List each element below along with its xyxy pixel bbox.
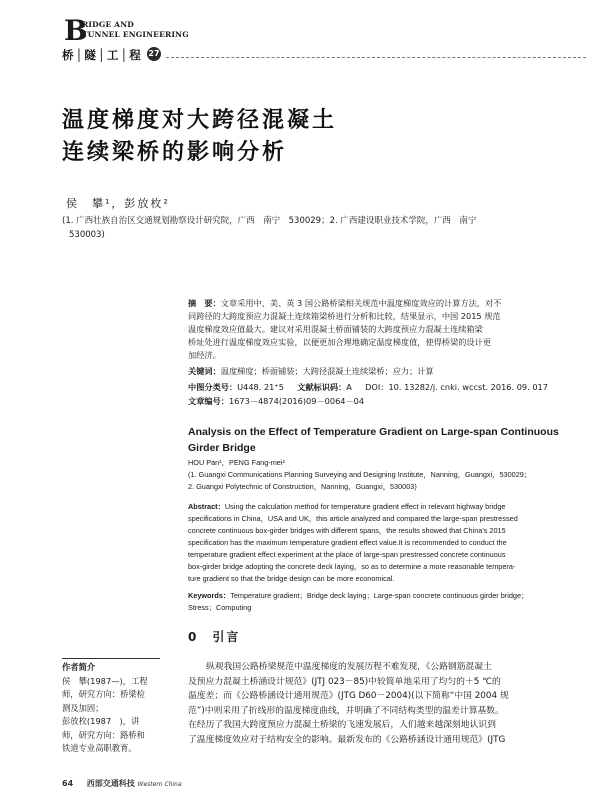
keywords-en bbox=[188, 590, 544, 614]
doi-value: 10. 13282/j. cnki. wccst. 2016. 09. 017 bbox=[388, 382, 548, 392]
keywords-en-line: Stress；Computing bbox=[188, 603, 252, 612]
affiliation-cn-2: 530003) bbox=[69, 230, 105, 240]
affiliation-cn-1: (1. 广西壮族自治区交通规划勘察设计研究院，广西 南宁 530029；2. 广西建设职业技术学院，广西 南宁 bbox=[62, 216, 477, 226]
abstract-cn-label: 摘 要： bbox=[188, 298, 221, 308]
keywords-en-label: Keywords： bbox=[188, 591, 231, 600]
brand-initial: B bbox=[64, 14, 88, 47]
brand-line-2: TUNNEL ENGINEERING bbox=[82, 30, 189, 39]
footer-journal-en: Western China bbox=[137, 781, 182, 788]
body-line: 及预应力混凝土桥涵设计规范》(JTJ 023－85)中较简单地采用了均匀的＋5 ℃的 bbox=[188, 676, 501, 687]
abstract-en-line: concrete continuous box-girder bridges with different spans，the results showed that China's 2015 bbox=[188, 526, 506, 535]
keywords-cn bbox=[188, 365, 434, 378]
affiliation-en-2: 2. Guangxi Polytechnic of Construction，Nanning，Guangxi，530003) bbox=[188, 482, 417, 491]
abstract-en bbox=[188, 501, 544, 585]
author-bio-line: 师，研究方向：路桥和 bbox=[62, 729, 145, 740]
doi-label: DOI： bbox=[365, 382, 389, 392]
doc-code-value: A bbox=[346, 382, 352, 392]
section-heading-introduction: 0 引言 bbox=[188, 630, 241, 644]
abstract-en-line: box-girder bridge adopting the concrete deck laying，so as to determine a more reasonable tempera- bbox=[188, 562, 516, 571]
abstract-cn-line: 加经济。 bbox=[188, 350, 221, 360]
author-bio bbox=[62, 661, 162, 756]
page-footer bbox=[62, 778, 182, 789]
title-line-2: 连续梁桥的影响分析 bbox=[62, 140, 288, 165]
author-bio-line: 师，研究方向：桥梁检 bbox=[62, 689, 145, 699]
abstract-en-label: Abstract： bbox=[188, 502, 225, 511]
abstract-en-line: specification has the maximum temperature gradient effect value.It is recommended to conduct the bbox=[188, 538, 507, 547]
keywords-en-line: Temperature gradient；Bridge deck laying；Large-span concrete continuous girder bridge； bbox=[230, 591, 529, 600]
abstract-en-line: specifications in China，USA and UK，this article analyzed and compared the large-span prestressed bbox=[188, 514, 518, 523]
section-badge-icon: 27 bbox=[147, 47, 161, 61]
abstract-cn-line: 温度梯度效应值最大。建议对采用混凝土桥面铺装的大跨度预应力混凝土连续箱梁 bbox=[188, 324, 483, 334]
author-bio-line: 侯 攀(1987—)，工程 bbox=[62, 675, 148, 686]
affiliation-en-1: (1. Guangxi Communications Planning Surveying and Designing Institute，Nanning，Guangxi，530029； bbox=[188, 470, 532, 479]
brand-line-1: RIDGE AND bbox=[82, 20, 134, 29]
author-bio-line: 铁道专业高职教育。 bbox=[62, 743, 137, 753]
abstract-en-line: Using the calculation method for temperature gradient effect in relevant highway bridge bbox=[224, 502, 506, 511]
page-number: 64 bbox=[62, 779, 74, 788]
clc-label: 中图分类号： bbox=[188, 382, 238, 392]
keywords-cn-label: 关键词： bbox=[188, 366, 221, 376]
body-line: 在经历了我国大跨度预应力混凝土桥梁的飞速发展后，人们越来越深刻地认识到 bbox=[188, 720, 496, 730]
author-bio-line: 测及加固； bbox=[62, 702, 104, 713]
authors-en: HOU Pan¹，PENG Fang-mei² bbox=[188, 458, 285, 467]
title-line-1: 温度梯度对大跨径混凝土 bbox=[62, 108, 338, 133]
section-name: 桥│隧│工│程 bbox=[62, 48, 143, 62]
body-line: 范”)中则采用了折线形的温度梯度曲线，并明确了不同结构类型的温差计算基数。 bbox=[188, 705, 504, 716]
title-en-line-2: Girder Bridge bbox=[188, 442, 256, 454]
author-bio-rule bbox=[62, 658, 160, 659]
title-en-line-1: Analysis on the Effect of Temperature Gradient on Large-span Continuous bbox=[188, 426, 559, 438]
abstract-cn-line: 桥址处进行温度梯度效应实验，以便更加合理地确定温度梯度值，使得桥梁的设计更 bbox=[188, 337, 491, 347]
body-paragraph bbox=[188, 660, 548, 747]
author-bio-line: 彭放枚(1987 )，讲 bbox=[62, 716, 140, 726]
footer-journal-cn: 西部交通科技 bbox=[86, 779, 135, 788]
article-number-value: 1673－4874(2016)09－0064－04 bbox=[228, 396, 365, 406]
article-number-label: 文章编号： bbox=[188, 396, 229, 406]
abstract-cn-line: 同跨径的大跨度预应力混凝土连续箱梁桥进行分析和比较，结果显示，中国 2015 规范 bbox=[188, 311, 501, 321]
abstract-cn-line: 文章采用中、美、英 3 国公路桥梁相关规范中温度梯度效应的计算方法，对不 bbox=[220, 298, 502, 308]
body-line: 了温度梯度效应对于结构安全的影响。最新发布的《公路桥涵设计通用规范》(JTG bbox=[188, 734, 506, 745]
author-bio-heading: 作者简介 bbox=[62, 662, 96, 672]
article-number-row bbox=[188, 395, 364, 408]
clc-value: U448. 21⁺5 bbox=[237, 382, 284, 392]
keywords-cn-text: 温度梯度；桥面铺装；大跨径混凝土连续梁桥；应力；计算 bbox=[220, 366, 434, 376]
authors-cn: 侯 攀¹，彭放枚² bbox=[66, 197, 170, 210]
meta-cn-row bbox=[188, 381, 548, 394]
body-line: 温度差；而《公路桥涵设计通用规范》(JTG D60－2004)(以下简称“中国 2004 规 bbox=[188, 691, 509, 701]
body-line: 纵观我国公路桥梁规范中温度梯度的发展历程不难发现，《公路钢筋混凝土 bbox=[206, 662, 492, 672]
abstract-en-line: ture gradient so that the bridge design can be more economical. bbox=[188, 574, 395, 583]
abstract-en-line: temperature gradient effect experiment at the place of large-span prestressed concrete continuous bbox=[188, 550, 506, 559]
abstract-cn bbox=[188, 297, 544, 362]
doc-code-label: 文献标识码： bbox=[297, 382, 347, 392]
header-divider bbox=[166, 57, 586, 58]
